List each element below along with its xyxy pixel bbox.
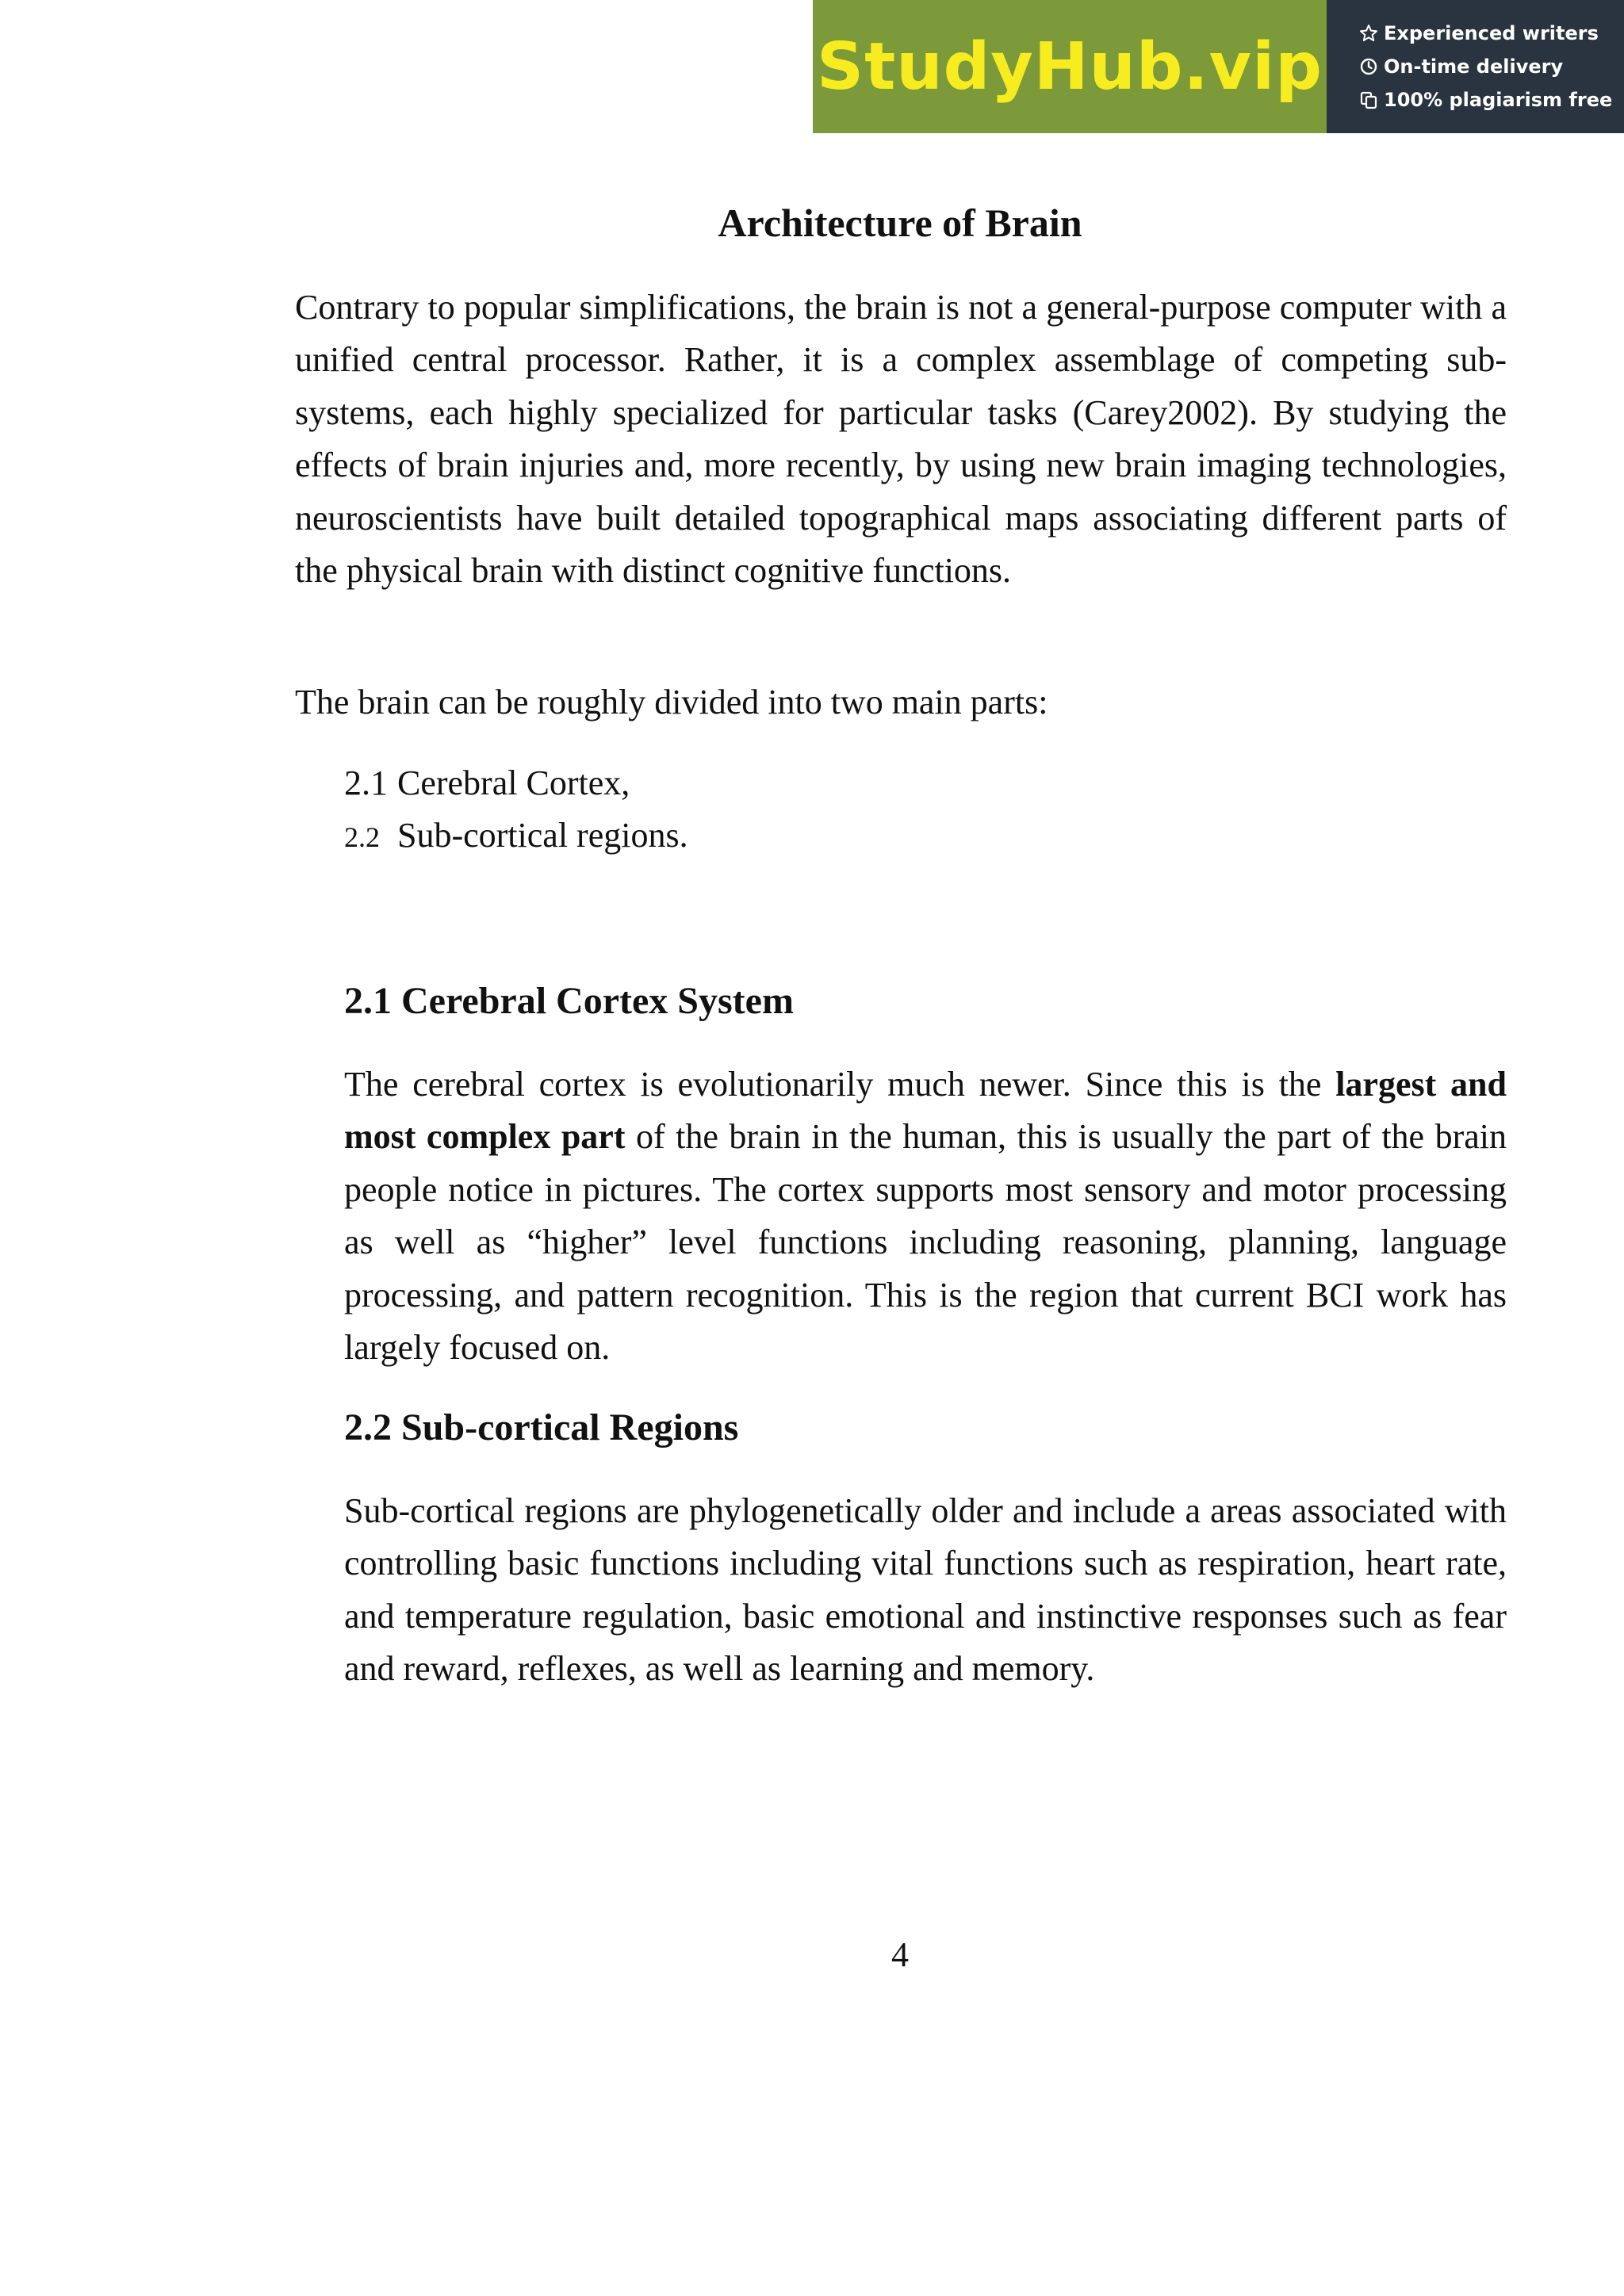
feature-item-plagiarism <box>1358 83 1624 117</box>
promo-banner <box>813 0 1624 133</box>
cerebral-cortex-paragraph <box>344 1058 1507 1374</box>
section-heading-cerebral-cortex: 2.1 Cerebral Cortex System <box>344 980 794 1022</box>
brand-logo-link[interactable] <box>813 0 1327 133</box>
star-icon <box>1358 23 1379 44</box>
list-item-number: 2.2 <box>344 821 380 854</box>
feature-item-writers <box>1358 17 1624 50</box>
list-item <box>344 757 688 809</box>
clock-icon <box>1358 56 1379 77</box>
intro-paragraph: Contrary to popular simplifications, the brain is not a general-purpose computer with a unified central processor. Rather, it is a complex assemblage of competing sub-systems, each highly specialized for particular tasks (Carey2002). By studying the effects of brain injuries and, more recently, by using new brain imaging technologies, neuroscientists have built detailed topographical maps associating different parts of the physical brain with distinct cognitive functions. <box>295 288 1507 591</box>
feature-list <box>1327 0 1624 133</box>
paragraph-text: The cerebral cortex is evolutionarily much newer. Since this is the <box>344 1065 1336 1104</box>
parts-list <box>344 757 688 864</box>
section-heading-sub-cortical: 2.2 Sub-cortical Regions <box>344 1406 739 1448</box>
document-title: Architecture of Brain <box>718 201 1082 245</box>
list-item-number: 2.1 <box>344 763 388 802</box>
copy-icon <box>1358 90 1379 110</box>
brand-logo-text: StudyHub.vip <box>817 29 1323 105</box>
page-number: 4 <box>891 1935 909 1974</box>
feature-label: Experienced writers <box>1384 22 1599 44</box>
list-item <box>344 809 688 863</box>
feature-label: 100% plagiarism free <box>1384 89 1613 111</box>
list-item-text: Sub-cortical regions. <box>397 816 688 855</box>
paragraph-text: of the brain in the human, this is usually the part of the brain people notice in pictures. The cortex supports most sensory and motor processing as well as “higher” level functions including reasoning, planning, language processing, and pattern recognition. This is the region that current BCI work has largely focused on. <box>344 1117 1507 1368</box>
feature-label: On-time delivery <box>1384 55 1564 78</box>
paragraph-emphasis: largest and most complex part <box>344 1065 1507 1157</box>
sub-cortical-paragraph: Sub-cortical regions are phylogenetically older and include a areas associated with controlling basic functions including vital functions such as respiration, heart rate, and temperature regulation, basic emotional and instinctive responses such as fear and reward, reflexes, as well as learning and memory. <box>344 1491 1507 1689</box>
lead-paragraph: The brain can be roughly divided into two main parts: <box>295 683 1048 721</box>
feature-item-delivery <box>1358 50 1624 83</box>
list-item-text: Cerebral Cortex, <box>397 763 630 802</box>
